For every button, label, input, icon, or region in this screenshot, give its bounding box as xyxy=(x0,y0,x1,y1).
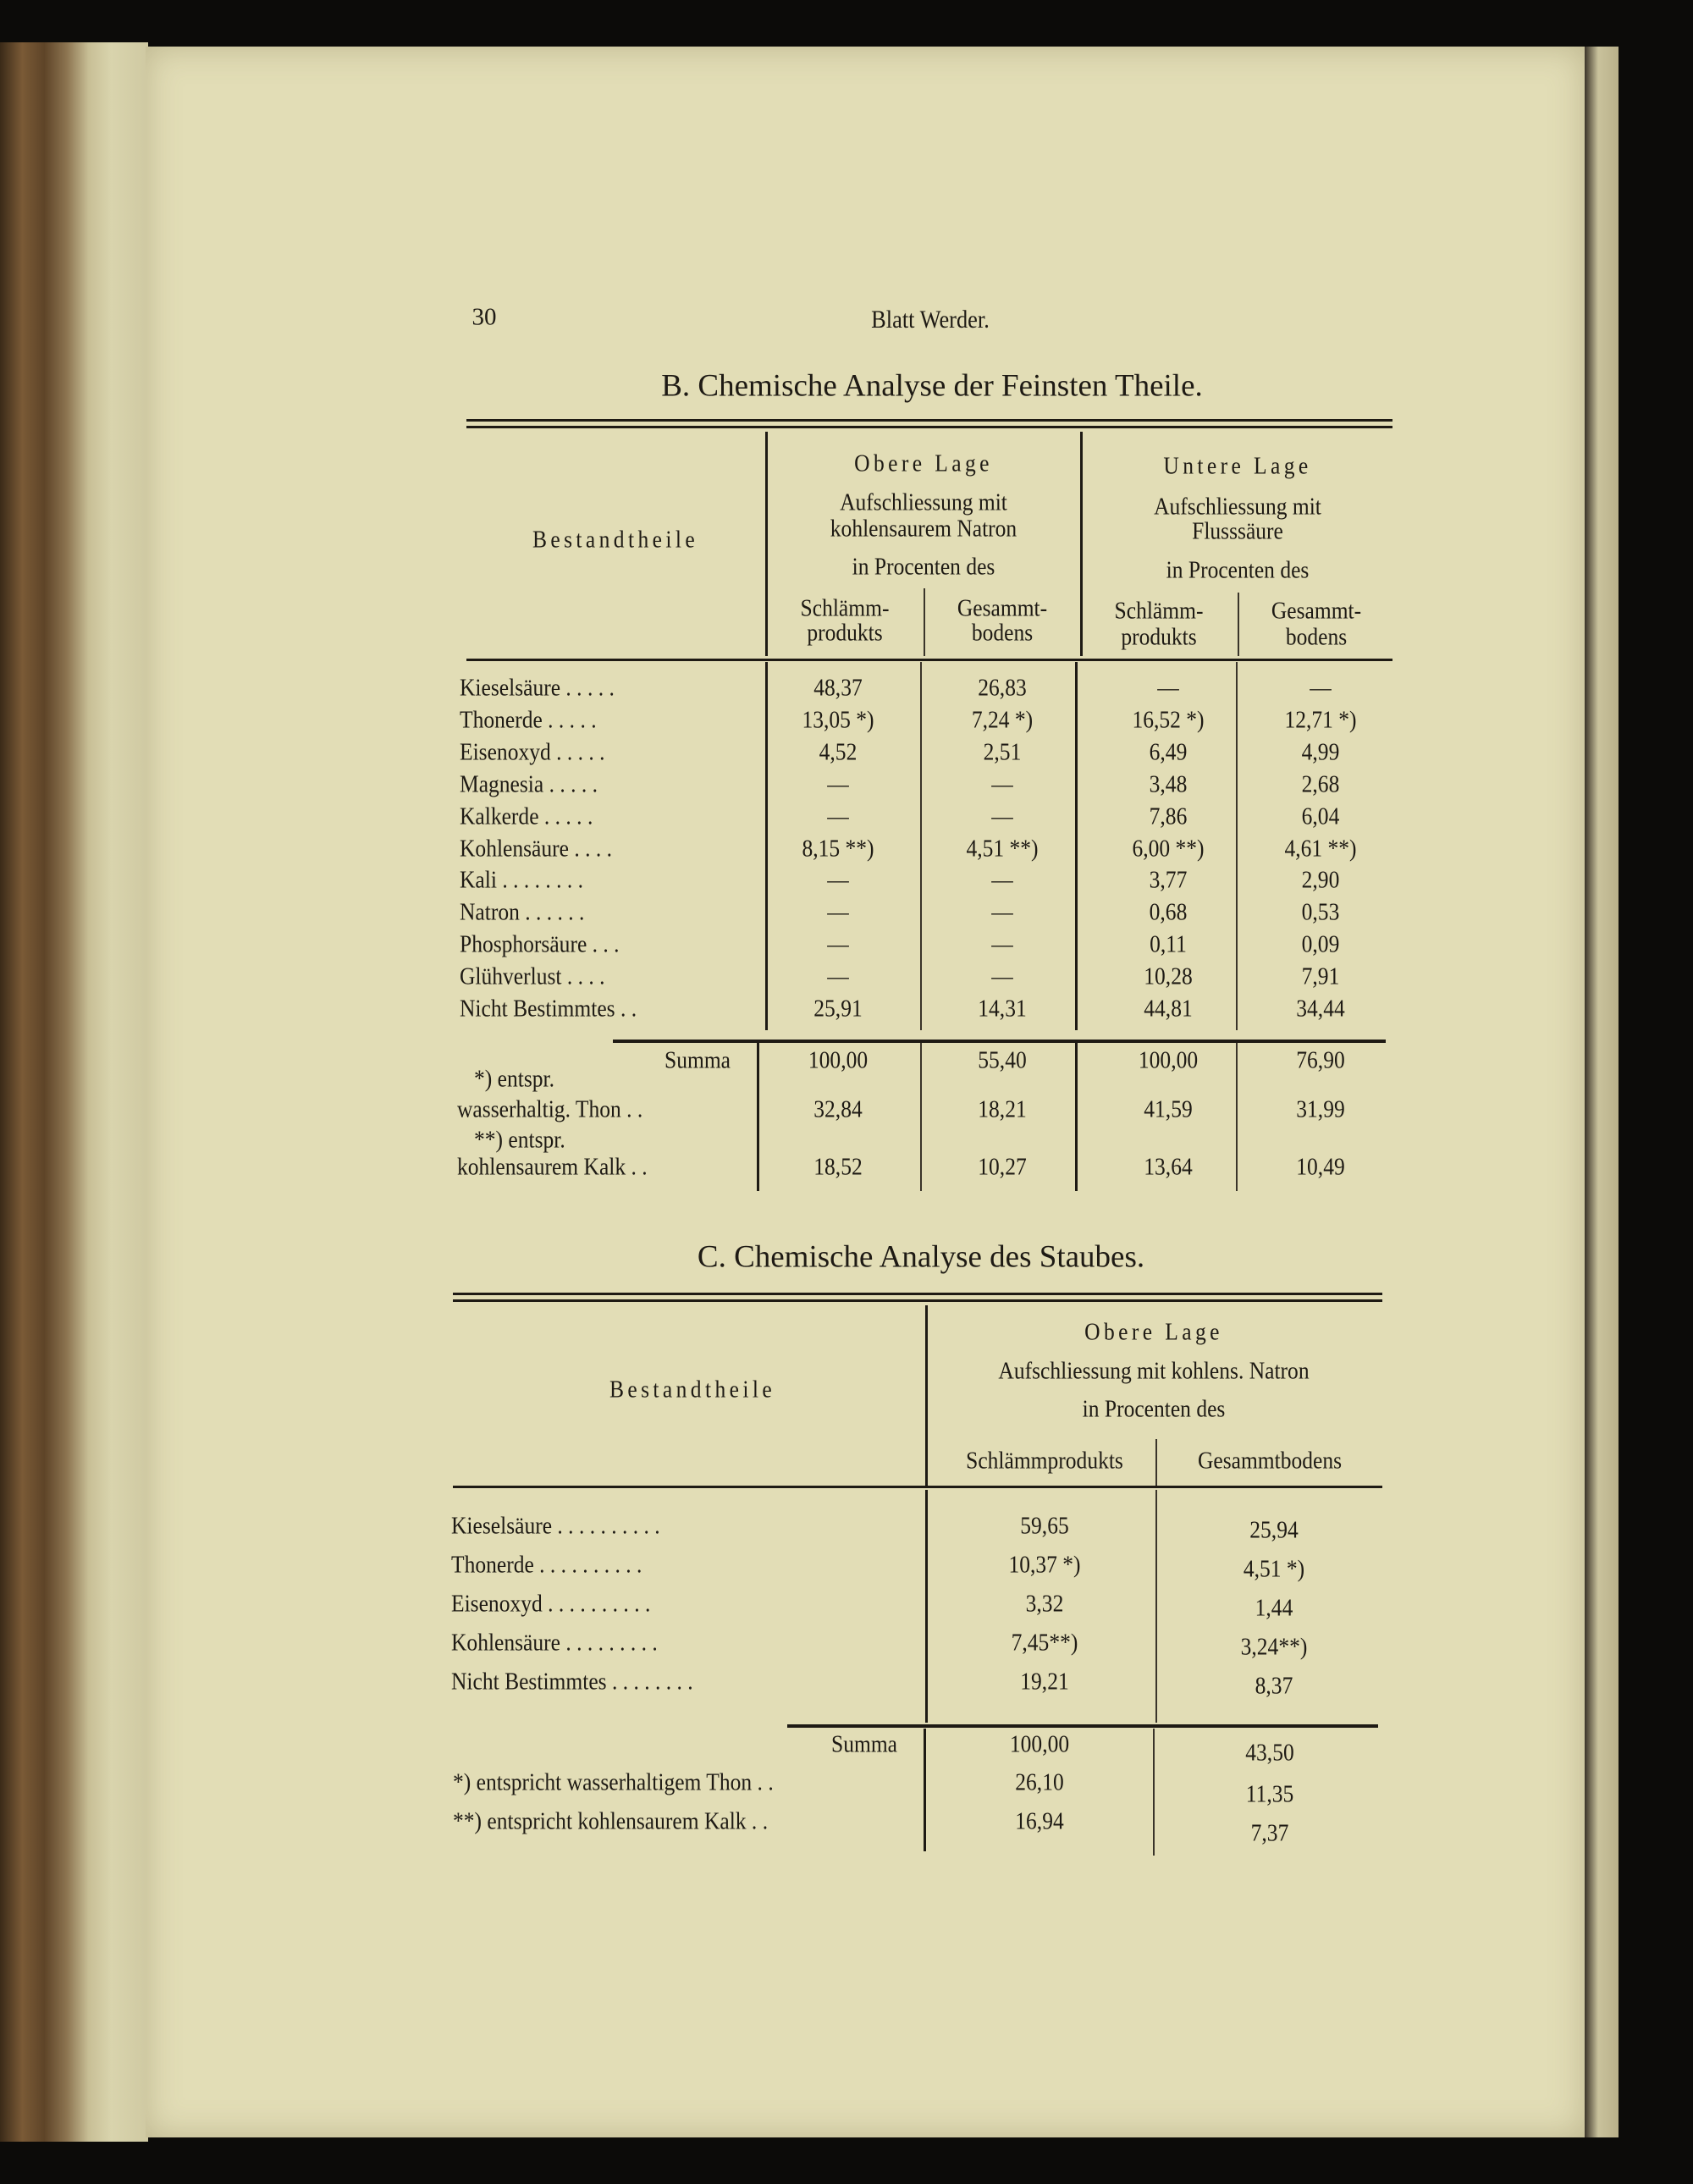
c-obere-header-line: Obere Lage xyxy=(1084,1318,1223,1346)
b-footnote-label: wasserhaltig. Thon . . xyxy=(457,1095,643,1123)
b-row-label: Thonerde . . . . . xyxy=(460,706,597,734)
page-stack-edge xyxy=(0,42,148,2142)
b-row-label: Kieselsäure . . . . . xyxy=(460,674,615,702)
c-footnote-cell: 16,94 xyxy=(1015,1807,1064,1835)
double-rule xyxy=(453,1293,1382,1295)
b-footnote-cell: 31,99 xyxy=(1296,1095,1345,1123)
b-cell: 10,28 xyxy=(1144,962,1193,990)
b-row-label: Kohlensäure . . . . xyxy=(460,835,613,862)
b-subheader: bodens xyxy=(1285,623,1348,651)
b-cell: — xyxy=(827,898,849,926)
column-divider xyxy=(925,1490,928,1723)
column-divider xyxy=(920,1043,922,1191)
next-page-edge xyxy=(1585,47,1619,2137)
b-cell: 14,31 xyxy=(978,995,1027,1023)
b-cell: — xyxy=(1310,674,1332,702)
c-footnote-cell: 11,35 xyxy=(1245,1780,1294,1808)
column-divider xyxy=(1075,662,1078,1030)
column-divider xyxy=(924,588,925,656)
b-cell: 2,90 xyxy=(1301,866,1340,894)
column-divider xyxy=(765,662,768,1030)
summa-rule xyxy=(787,1724,1378,1728)
b-summa-cell: 100,00 xyxy=(1138,1046,1199,1074)
b-cell: 0,11 xyxy=(1150,930,1187,958)
b-cell: — xyxy=(827,802,849,830)
b-cell: 8,15 **) xyxy=(802,835,874,862)
b-cell: 3,48 xyxy=(1149,770,1188,798)
c-footnote-label: *) entspricht wasserhaltigem Thon . . xyxy=(453,1768,774,1796)
b-untere-header-line: Aufschliessung mit xyxy=(1154,493,1321,521)
b-summa-cell: 55,40 xyxy=(978,1046,1027,1074)
c-row-label: Kieselsäure . . . . . . . . . . xyxy=(451,1512,660,1540)
c-cell: 19,21 xyxy=(1020,1668,1069,1696)
b-cell: — xyxy=(827,866,849,894)
b-footnote-cell: 32,84 xyxy=(813,1095,863,1123)
b-row-label: Kalkerde . . . . . xyxy=(460,802,593,830)
b-summa-label: Summa xyxy=(665,1046,731,1074)
b-cell: 0,09 xyxy=(1301,930,1340,958)
b-row-label: Eisenoxyd . . . . . xyxy=(460,738,605,766)
column-divider xyxy=(1236,662,1238,1030)
b-cell: 4,61 **) xyxy=(1284,835,1357,862)
c-row-label: Kohlensäure . . . . . . . . . xyxy=(451,1629,658,1657)
b-footnote-label: **) entspr. xyxy=(474,1126,565,1154)
column-divider xyxy=(1236,1043,1238,1191)
b-cell: 48,37 xyxy=(813,674,863,702)
b-cell: 13,05 *) xyxy=(802,706,874,734)
column-divider xyxy=(1238,593,1239,656)
b-cell: 6,00 **) xyxy=(1132,835,1205,862)
c-bestandtheile-header: Bestandtheile xyxy=(609,1376,776,1404)
c-obere-header-line: Aufschliessung mit kohlens. Natron xyxy=(998,1357,1310,1385)
b-subheader: Schlämm- xyxy=(1114,597,1204,625)
b-cell: 2,51 xyxy=(983,738,1022,766)
b-cell: — xyxy=(991,770,1013,798)
page-number: 30 xyxy=(472,303,497,331)
b-bestandtheile-header: Bestandtheile xyxy=(532,526,699,554)
b-cell: 25,91 xyxy=(813,995,863,1023)
b-cell: — xyxy=(991,898,1013,926)
column-divider xyxy=(1155,1439,1157,1487)
b-subheader: Schlämm- xyxy=(800,594,890,622)
b-subheader: Gesammt- xyxy=(1271,597,1362,625)
b-row-label: Glühverlust . . . . xyxy=(460,962,605,990)
b-cell: 0,53 xyxy=(1301,898,1340,926)
c-subheader: Gesammtbodens xyxy=(1197,1447,1343,1475)
b-cell: 7,86 xyxy=(1149,802,1188,830)
column-divider xyxy=(765,432,768,656)
b-footnote-label: *) entspr. xyxy=(474,1065,554,1093)
c-cell: 25,94 xyxy=(1249,1516,1299,1544)
b-footnote-cell: 10,49 xyxy=(1296,1153,1345,1181)
b-footnote-label: kohlensaurem Kalk . . xyxy=(457,1153,648,1181)
b-summa-cell: 76,90 xyxy=(1296,1046,1345,1074)
b-cell: — xyxy=(991,962,1013,990)
c-row-label: Thonerde . . . . . . . . . . xyxy=(451,1551,642,1579)
b-subheader: produkts xyxy=(807,619,883,647)
b-cell: 44,81 xyxy=(1144,995,1193,1023)
b-untere-header-line: Untere Lage xyxy=(1163,452,1312,480)
c-summa-label: Summa xyxy=(831,1730,897,1758)
summa-rule xyxy=(613,1040,1386,1043)
b-footnote-cell: 13,64 xyxy=(1144,1153,1193,1181)
c-cell: 59,65 xyxy=(1020,1512,1069,1540)
b-cell: 12,71 *) xyxy=(1284,706,1357,734)
b-cell: 26,83 xyxy=(978,674,1027,702)
b-row-label: Nicht Bestimmtes . . xyxy=(460,995,637,1023)
b-cell: 4,52 xyxy=(819,738,858,766)
column-divider xyxy=(924,1729,926,1851)
header-rule xyxy=(453,1486,1382,1488)
c-cell: 1,44 xyxy=(1255,1594,1293,1622)
c-summa-cell: 43,50 xyxy=(1245,1739,1294,1767)
c-row-label: Eisenoxyd . . . . . . . . . . xyxy=(451,1590,651,1618)
b-footnote-cell: 41,59 xyxy=(1144,1095,1193,1123)
column-divider xyxy=(925,1305,928,1487)
b-cell: 4,51 **) xyxy=(966,835,1039,862)
c-footnote-cell: 7,37 xyxy=(1250,1819,1289,1847)
b-obere-header-line: kohlensaurem Natron xyxy=(830,515,1017,543)
b-untere-header-line: in Procenten des xyxy=(1166,556,1310,584)
b-cell: 7,24 *) xyxy=(971,706,1034,734)
b-footnote-cell: 10,27 xyxy=(978,1153,1027,1181)
b-cell: — xyxy=(827,770,849,798)
double-rule xyxy=(466,419,1392,422)
section-b-title: B. Chemische Analyse der Feinsten Theile. xyxy=(661,368,1203,404)
double-rule xyxy=(453,1299,1382,1302)
c-cell: 3,32 xyxy=(1025,1590,1064,1618)
running-head: Blatt Werder. xyxy=(871,306,990,334)
b-cell: — xyxy=(991,930,1013,958)
b-cell: 3,77 xyxy=(1149,866,1188,894)
c-row-label: Nicht Bestimmtes . . . . . . . . xyxy=(451,1668,693,1696)
b-cell: — xyxy=(827,962,849,990)
b-obere-header-line: Aufschliessung mit xyxy=(840,488,1007,516)
c-cell: 8,37 xyxy=(1255,1672,1293,1700)
b-cell: 6,49 xyxy=(1149,738,1188,766)
column-divider xyxy=(757,1043,759,1191)
b-row-label: Kali . . . . . . . . xyxy=(460,866,584,894)
b-row-label: Magnesia . . . . . xyxy=(460,770,598,798)
c-cell: 4,51 *) xyxy=(1243,1555,1305,1583)
c-obere-header-line: in Procenten des xyxy=(1082,1395,1226,1423)
b-cell: — xyxy=(991,866,1013,894)
c-subheader: Schlämmprodukts xyxy=(966,1447,1123,1475)
c-footnote-label: **) entspricht kohlensaurem Kalk . . xyxy=(453,1807,769,1835)
b-row-label: Natron . . . . . . xyxy=(460,898,585,926)
column-divider xyxy=(1075,1043,1078,1191)
column-divider xyxy=(1080,432,1083,656)
column-divider xyxy=(1155,1490,1157,1723)
b-obere-header-line: in Procenten des xyxy=(852,553,995,581)
b-subheader: Gesammt- xyxy=(957,594,1048,622)
c-cell: 3,24**) xyxy=(1240,1633,1308,1661)
b-cell: — xyxy=(991,802,1013,830)
b-untere-header-line: Flusssäure xyxy=(1192,517,1283,545)
column-divider xyxy=(1153,1729,1155,1856)
c-cell: 10,37 *) xyxy=(1008,1551,1081,1579)
b-subheader: bodens xyxy=(971,619,1034,647)
b-cell: 7,91 xyxy=(1301,962,1340,990)
c-footnote-cell: 26,10 xyxy=(1015,1768,1064,1796)
c-cell: 7,45**) xyxy=(1011,1629,1078,1657)
double-rule xyxy=(466,426,1392,428)
c-summa-cell: 100,00 xyxy=(1009,1730,1070,1758)
b-cell: 0,68 xyxy=(1149,898,1188,926)
b-cell: 34,44 xyxy=(1296,995,1345,1023)
b-cell: 2,68 xyxy=(1301,770,1340,798)
column-divider xyxy=(920,662,922,1030)
b-cell: — xyxy=(1157,674,1179,702)
b-summa-cell: 100,00 xyxy=(808,1046,869,1074)
b-row-label: Phosphorsäure . . . xyxy=(460,930,620,958)
b-cell: 16,52 *) xyxy=(1132,706,1205,734)
b-footnote-cell: 18,21 xyxy=(978,1095,1027,1123)
b-cell: 6,04 xyxy=(1301,802,1340,830)
b-subheader: produkts xyxy=(1121,623,1197,651)
b-footnote-cell: 18,52 xyxy=(813,1153,863,1181)
header-rule xyxy=(466,659,1392,661)
b-obere-header-line: Obere Lage xyxy=(854,449,993,477)
b-cell: 4,99 xyxy=(1301,738,1340,766)
book-page xyxy=(146,47,1585,2137)
b-cell: — xyxy=(827,930,849,958)
section-c-title: C. Chemische Analyse des Staubes. xyxy=(697,1239,1145,1275)
